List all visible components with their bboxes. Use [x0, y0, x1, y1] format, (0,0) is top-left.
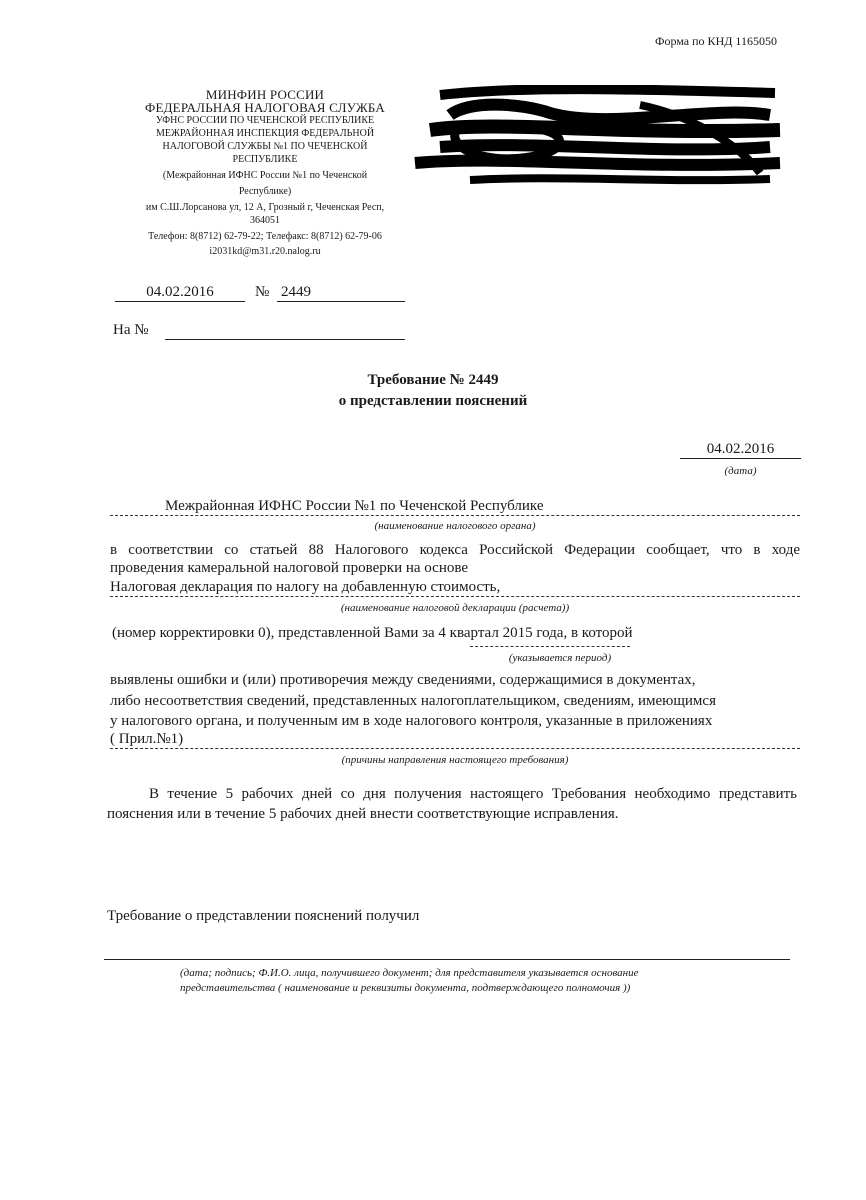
- header-line-inspection: МЕЖРАЙОННАЯ ИНСПЕКЦИЯ ФЕДЕРАЛЬНОЙ: [155, 128, 375, 139]
- header-address: им С.Ш.Лорсанова ул, 12 А, Грозный г, Чеченская Респ,: [145, 202, 385, 213]
- period-line: (номер корректировки 0), представленной Вами за 4 квартал 2015 года, в которой: [112, 625, 633, 641]
- body-line-1-start: в соответствии со статьей: [110, 542, 298, 558]
- body-line-1-end: Налогового кодекса Российской Федерации сообщает, что в ходе: [334, 542, 800, 558]
- header-phones: Телефон: 8(8712) 62-79-22; Телефакс: 8(8712) 62-79-06: [148, 231, 382, 242]
- form-code: Форма по КНД 1165050: [655, 34, 777, 48]
- signature-line: [104, 958, 790, 960]
- header-line-republic: РЕСПУБЛИКЕ: [232, 154, 298, 165]
- authority-name: Межрайонная ИФНС России №1 по Чеченской Республике: [110, 497, 800, 516]
- declaration-caption: (наименование налоговой декларации (расчета)): [340, 602, 570, 614]
- document-date: 04.02.2016: [115, 284, 245, 302]
- issuer-header: [120, 88, 410, 258]
- doc-subtitle: о представлении пояснений: [338, 393, 528, 409]
- body-line-2: проведения камеральной налоговой проверки на основе: [110, 560, 468, 576]
- header-line-inspection-2: НАЛОГОВОЙ СЛУЖБЫ №1 ПО ЧЕЧЕНСКОЙ: [162, 141, 368, 152]
- header-email: i2031kd@m31.r20.nalog.ru: [209, 246, 321, 257]
- redaction-scribble: [410, 85, 785, 190]
- deadline-paragraph: В течение 5 рабочих дней со дня получения настоящего Требования необходимо представить пояснения или в течение 5 рабочих дней внести соответствующие исправления.: [107, 786, 797, 822]
- date-caption: (дата): [724, 465, 757, 477]
- body-line-1: [110, 541, 800, 559]
- header-line-ufns: УФНС РОССИИ ПО ЧЕЧЕНСКОЙ РЕСПУБЛИКЕ: [155, 115, 375, 126]
- period-dotted-line: [470, 645, 630, 647]
- header-line-service: ФЕДЕРАЛЬНАЯ НАЛОГОВАЯ СЛУЖБА: [145, 100, 385, 115]
- reference-blank-line: [165, 338, 405, 340]
- signature-caption-line-1: (дата; подпись; Ф.И.О. лица, получившего документ; для представителя указывается основание: [180, 967, 639, 979]
- header-short-name: (Межрайонная ИФНС России №1 по Чеченской: [162, 170, 368, 181]
- reason-line-1: выявлены ошибки и (или) противоречия между сведениями, содержащимися в документах,: [110, 672, 696, 688]
- period-caption: (указывается период): [508, 652, 612, 664]
- header-postcode: 364051: [250, 215, 280, 226]
- header-short-name-2: Республике): [238, 186, 292, 197]
- reason-line-2: либо несоответствия сведений, представленных налогоплательщиком, сведениям, имеющимся: [110, 693, 716, 709]
- authority-caption: (наименование налогового органа): [374, 520, 536, 532]
- signature-caption-line-2: представительства ( наименование и реквизиты документа, подтверждающего полномочия )): [180, 982, 631, 994]
- number-sign: №: [255, 284, 270, 300]
- declaration-name: Налоговая декларация по налогу на добавленную стоимость,: [110, 578, 800, 597]
- reference-label: На №: [113, 322, 149, 338]
- signature-caption: [180, 966, 710, 996]
- reason-caption: (причины направления настоящего требования): [341, 754, 569, 766]
- article-number: 88: [308, 542, 324, 558]
- receipt-label: Требование о представлении пояснений получил: [107, 908, 420, 924]
- doc-title: Требование № 2449: [367, 372, 499, 388]
- requirement-date: 04.02.2016: [680, 440, 801, 459]
- document-number: 2449: [277, 284, 405, 302]
- header-line-ministry: МИНФИН РОССИИ: [205, 87, 325, 102]
- reason-line-3: у налогового органа, и полученным им в ходе налогового контроля, указанные в приложениях: [110, 713, 713, 729]
- reason-line-4: ( Прил.№1): [110, 730, 800, 749]
